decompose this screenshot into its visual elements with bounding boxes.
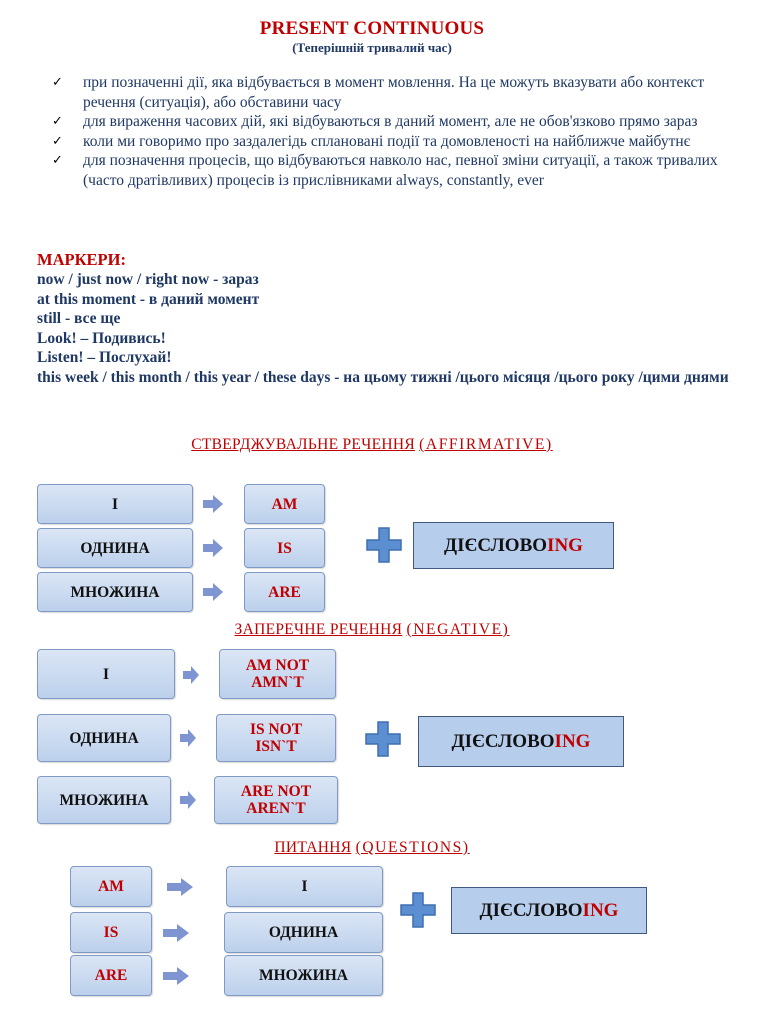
verb-short: AREN`T <box>246 800 306 817</box>
usage-item <box>52 132 732 152</box>
affirmative-title-ua: СТВЕРДЖУВАЛЬНЕ РЕЧЕННЯ <box>191 436 415 453</box>
arrow-right-icon <box>203 495 223 513</box>
marker-item: Listen! – Послухай! <box>37 349 172 367</box>
usage-item-text: для позначення процесів, що відбуваються навколо нас, певної зміни ситуації, а також тривалих (часто дратівливих) процесів із прислівниками always, constantly, ever <box>83 152 718 189</box>
verb-short: AMN`T <box>251 674 304 691</box>
check-icon: ✓ <box>52 153 63 168</box>
arrow-right-icon <box>163 967 189 985</box>
plus-icon <box>400 892 436 928</box>
negative-verb-are <box>214 776 338 824</box>
affirmative-heading <box>0 436 744 454</box>
usage-item <box>52 112 732 132</box>
question-verb-ing-box <box>451 887 647 934</box>
negative-verb-is <box>216 714 336 762</box>
negative-verb-ing-box <box>418 716 624 767</box>
affirmative-subject-i: I <box>37 484 193 524</box>
affirmative-verb-are: ARE <box>244 572 325 612</box>
marker-item: at this moment - в даний момент <box>37 290 260 308</box>
questions-title-ua: ПИТАННЯ <box>274 839 352 856</box>
verb-short: ISN`T <box>255 738 297 755</box>
ing-suffix: ING <box>547 535 583 556</box>
plus-icon <box>366 527 402 563</box>
marker-item: this week / this month / this year / these days - на цьому тижні /цього місяця /цього року /цими днями <box>37 368 729 386</box>
usage-list <box>52 73 732 190</box>
affirmative-verb-am: AM <box>244 484 325 524</box>
usage-item-text: коли ми говоримо про заздалегідь сплановані події та домовленості на найближче майбутнє <box>83 132 691 150</box>
negative-verb-am <box>219 649 336 699</box>
question-subject-singular: ОДНИНА <box>224 912 383 953</box>
arrow-right-icon <box>203 539 223 557</box>
affirmative-verb-is: IS <box>244 528 325 568</box>
negative-subject-i: I <box>37 649 175 699</box>
usage-item <box>52 73 732 112</box>
verb-word: ДІЄСЛОВО <box>444 535 548 556</box>
page-subtitle: (Теперішній тривалий час) <box>292 40 452 55</box>
marker-item: now / just now / right now - зараз <box>37 271 259 288</box>
ing-suffix: ING <box>582 900 619 921</box>
markers-heading: МАРКЕРИ: <box>37 250 126 269</box>
negative-subject-plural: МНОЖИНА <box>37 776 171 824</box>
usage-item <box>52 151 732 190</box>
question-subject-plural: МНОЖИНА <box>224 955 383 996</box>
questions-heading <box>0 839 744 857</box>
check-icon: ✓ <box>52 75 63 90</box>
question-verb-are: ARE <box>70 955 152 996</box>
marker-item: still - все ще <box>37 310 121 328</box>
verb-full: IS NOT <box>249 721 303 738</box>
affirmative-subject-plural: МНОЖИНА <box>37 572 193 612</box>
marker-item: Look! – Подивись! <box>37 329 166 347</box>
arrow-right-icon <box>167 878 193 896</box>
question-subject-i: I <box>226 866 383 907</box>
negative-title-en: (NEGATIVE) <box>406 621 510 638</box>
questions-title-en: (QUESTIONS) <box>355 839 470 856</box>
markers-list <box>37 270 737 388</box>
affirmative-title-en: (AFFIRMATIVE) <box>419 436 553 453</box>
check-icon: ✓ <box>52 133 63 149</box>
ing-suffix: ING <box>554 731 591 752</box>
usage-item-text: для вираження часових дій, які відбуваються в даний момент, але не обов'язково прямо зараз <box>83 113 698 130</box>
arrow-right-icon <box>203 583 223 601</box>
usage-item-text: при позначенні дії, яка відбувається в момент мовлення. На це можуть вказувати або контекст речення (ситуація), або обставини часу <box>83 74 705 111</box>
affirmative-subject-singular: ОДНИНА <box>37 528 193 568</box>
arrow-right-icon <box>180 729 196 747</box>
verb-word: ДІЄСЛОВО <box>451 731 555 752</box>
affirmative-verb-ing-box <box>413 522 614 569</box>
negative-subject-singular: ОДНИНА <box>37 714 171 762</box>
negative-title-ua: ЗАПЕРЕЧНЕ РЕЧЕННЯ <box>234 621 403 638</box>
arrow-right-icon <box>163 924 189 942</box>
verb-word: ДІЄСЛОВО <box>479 900 583 921</box>
question-verb-is: IS <box>70 912 152 953</box>
check-icon: ✓ <box>52 114 63 129</box>
negative-heading <box>0 621 744 639</box>
verb-full: AM NOT <box>245 657 310 674</box>
page-title: PRESENT CONTINUOUS <box>259 18 485 39</box>
question-verb-am: AM <box>70 866 152 907</box>
plus-icon <box>365 721 401 757</box>
arrow-right-icon <box>183 666 199 684</box>
arrow-right-icon <box>180 791 196 809</box>
verb-full: ARE NOT <box>240 783 312 800</box>
